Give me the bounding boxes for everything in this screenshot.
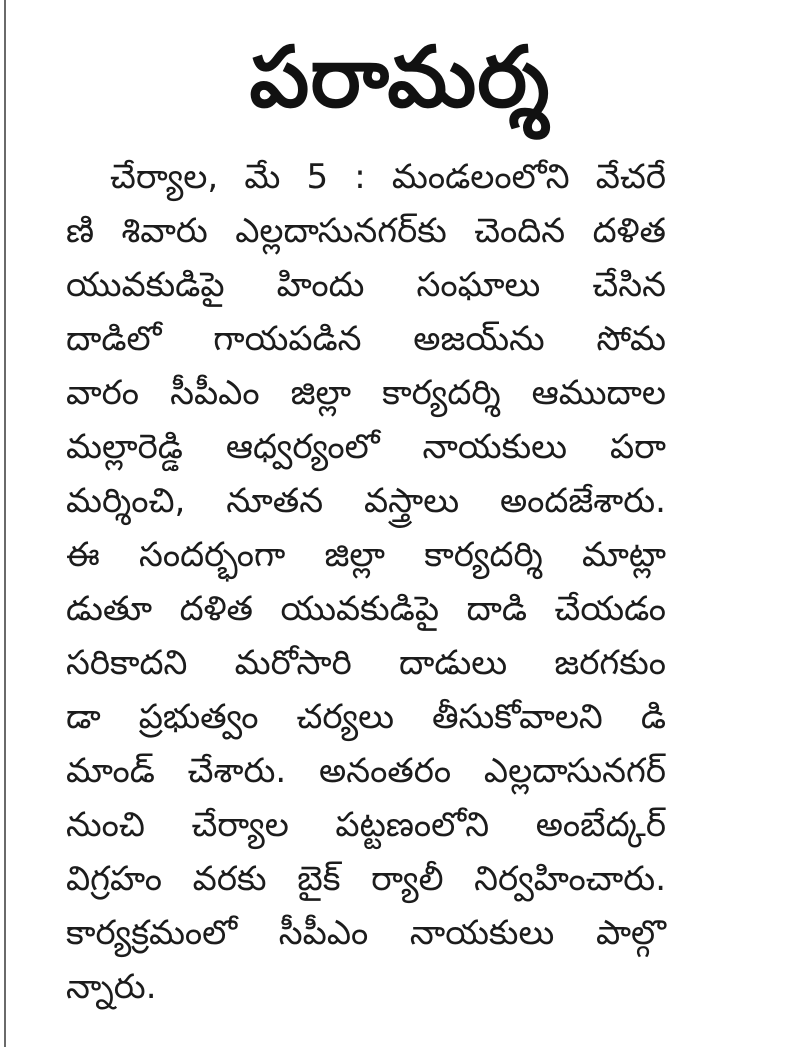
body-line: నుంచి చేర్యాల పట్టణంలోని అంబేద్కర్ xyxy=(66,805,666,845)
body-line: డా ప్రభుత్వం చర్యలు తీసుకోవాలని డి xyxy=(66,697,666,737)
body-line: మాండ్ చేశారు. అనంతరం ఎల్లదాసునగర్ xyxy=(66,751,666,791)
body-line: దాడిలో గాయపడిన అజయ్‌ను సోమ xyxy=(66,319,666,359)
body-line: విగ్రహం వరకు బైక్ ర్యాలీ నిర్వహించారు. xyxy=(66,859,666,899)
body-line: వారం సీపీఎం జిల్లా కార్యదర్శి ఆముదాల xyxy=(66,373,666,413)
column-divider xyxy=(4,0,6,1047)
body-line: మల్లారెడ్డి ఆధ్వర్యంలో నాయకులు పరా xyxy=(66,427,666,467)
body-line: ణి శివారు ఎల్లదాసునగర్‌కు చెందిన దళిత xyxy=(66,211,666,251)
body-line: న్నారు. xyxy=(66,967,157,1007)
body-line: ఈ సందర్భంగా జిల్లా కార్యదర్శి మాట్లా xyxy=(66,535,666,575)
body-line: డుతూ దళిత యువకుడిపై దాడి చేయడం xyxy=(66,589,666,629)
body-line: చేర్యాల, మే 5 : మండలంలోని వేచరే xyxy=(110,157,666,197)
body-line: కార్యక్రమంలో సీపీఎం నాయకులు పాల్గొ xyxy=(66,913,666,953)
article-headline: పరామర్శ xyxy=(249,28,551,126)
body-line: సరికాదని మరోసారి దాడులు జరగకుం xyxy=(66,643,666,683)
body-line: మర్శించి, నూతన వస్త్రాలు అందజేశారు. xyxy=(66,481,666,521)
body-line: యువకుడిపై హిందు సంఘాలు చేసిన xyxy=(66,265,666,305)
article-body xyxy=(66,150,666,1014)
